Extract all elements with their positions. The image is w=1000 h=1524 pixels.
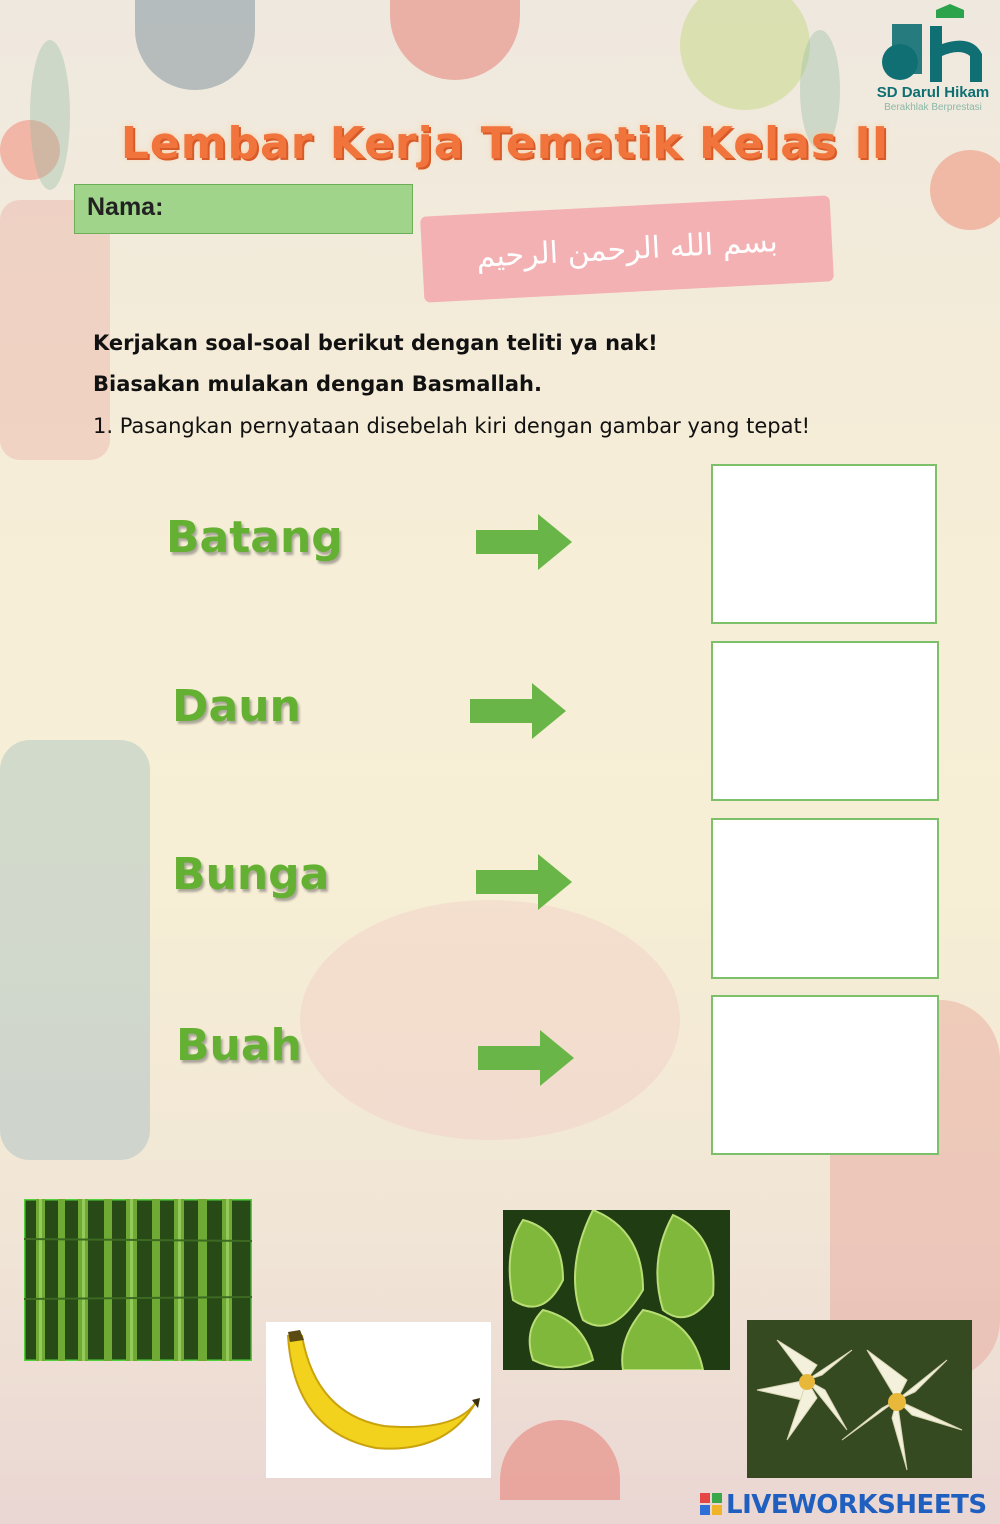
- bg-mushroom-shape: [500, 1420, 620, 1500]
- bg-flower-shape: [680, 0, 810, 110]
- liveworksheets-label: LIVEWORKSHEETS: [726, 1490, 987, 1520]
- answer-drop-box-batang[interactable]: [711, 464, 937, 624]
- arrow-right-icon: [476, 514, 572, 570]
- name-field[interactable]: [74, 184, 413, 234]
- liveworksheets-brand[interactable]: [700, 1490, 987, 1520]
- question-text: 1. Pasangkan pernyataan disebelah kiri dengan gambar yang tepat!: [93, 414, 811, 438]
- flower-image[interactable]: [747, 1320, 972, 1478]
- bg-teal-wall: [0, 740, 150, 1160]
- word-bunga: Bunga: [172, 849, 330, 900]
- instruction-line-1: Kerjakan soal-soal berikut dengan teliti ya nak!: [93, 331, 658, 355]
- banana-image[interactable]: [266, 1322, 491, 1478]
- word-daun: Daun: [172, 681, 301, 732]
- answer-drop-box-daun[interactable]: [711, 641, 939, 801]
- basmalah-banner: [420, 195, 834, 302]
- leaves-image[interactable]: [503, 1210, 730, 1370]
- bg-lamp-shape: [135, 0, 255, 90]
- answer-drop-box-bunga[interactable]: [711, 818, 939, 979]
- liveworksheets-logo-icon: [700, 1493, 722, 1515]
- name-label: Nama:: [87, 193, 164, 221]
- bamboo-image[interactable]: [24, 1199, 252, 1361]
- word-buah: Buah: [176, 1020, 302, 1071]
- logo-tagline: Berakhlak Berprestasi: [884, 102, 982, 113]
- word-batang: Batang: [166, 512, 343, 563]
- bg-pink-cloud: [300, 900, 680, 1140]
- instruction-line-2: Biasakan mulakan dengan Basmallah.: [93, 372, 542, 396]
- arrow-right-icon: [476, 854, 572, 910]
- arrow-right-icon: [470, 683, 566, 739]
- answer-drop-box-buah[interactable]: [711, 995, 939, 1155]
- logo-name: SD Darul Hikam: [876, 84, 990, 101]
- basmalah-text: بسم الله الرحمن الرحيم: [475, 223, 779, 275]
- page-title: Lembar Kerja Tematik Kelas II: [120, 118, 890, 169]
- arrow-right-icon: [478, 1030, 574, 1086]
- bg-mushroom-shape: [390, 0, 520, 80]
